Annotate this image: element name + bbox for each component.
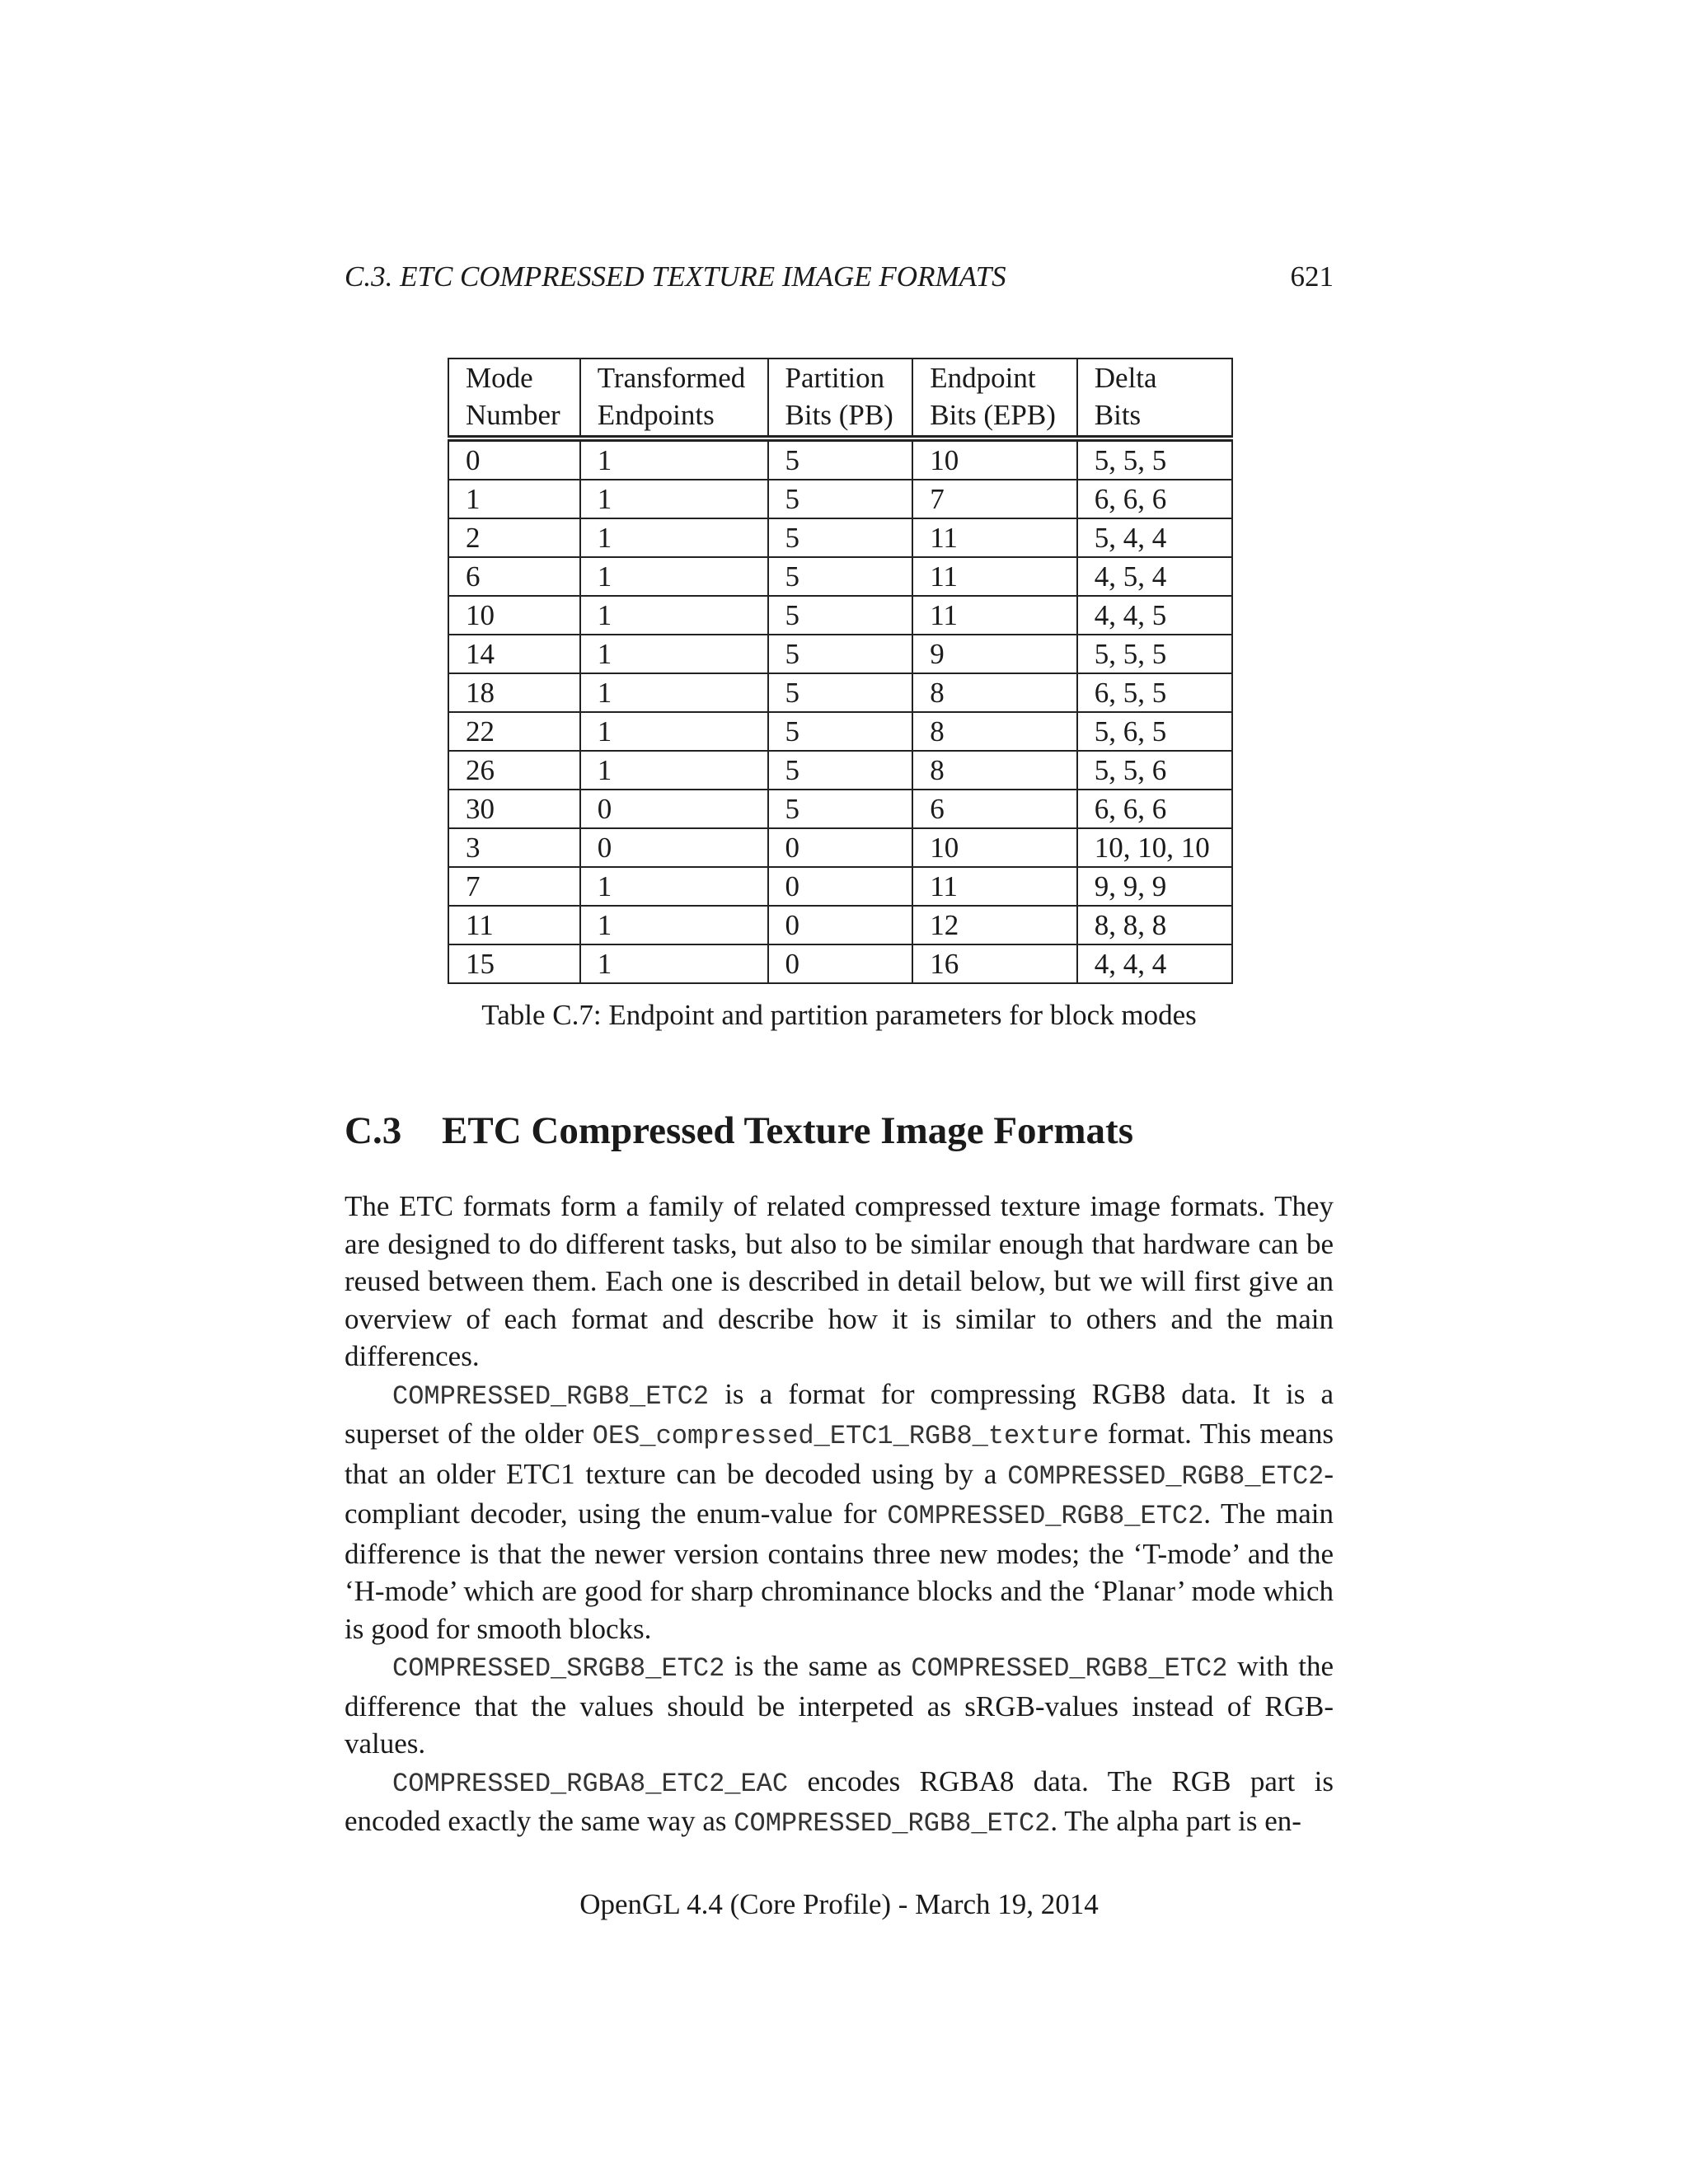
table-cell: 5, 4, 4 [1077, 518, 1232, 557]
page-number: 621 [1290, 260, 1334, 293]
table-cell: 10 [912, 828, 1077, 867]
table-cell: 5 [768, 480, 913, 518]
table-caption: Table C.7: Endpoint and partition parameters for block modes [481, 999, 1197, 1031]
table-header-row [448, 359, 1232, 438]
column-header-line: Bits (EPB) [930, 399, 1056, 431]
table-cell: 1 [580, 906, 768, 944]
table-cell: 5 [768, 518, 913, 557]
table-header [448, 359, 1232, 438]
table-cell: 1 [580, 438, 768, 480]
text-run: -compliant decoder, using the enum-value for [345, 1457, 1334, 1530]
table-cell: 1 [580, 557, 768, 596]
table-cell: 1 [580, 673, 768, 712]
table-cell: 5, 5, 6 [1077, 751, 1232, 790]
table-cell: 12 [912, 906, 1077, 944]
paragraph [345, 1763, 1334, 1843]
table-cell: 0 [580, 790, 768, 828]
section-heading [345, 1106, 1334, 1155]
table-cell: 5 [768, 790, 913, 828]
table-cell: 4, 4, 5 [1077, 596, 1232, 635]
table-row [448, 867, 1232, 906]
table-cell: 6, 6, 6 [1077, 790, 1232, 828]
table-row [448, 596, 1232, 635]
running-header-section: C.3. ETC COMPRESSED TEXTURE IMAGE FORMATS [345, 260, 1006, 293]
section-number: C.3 [345, 1109, 402, 1152]
body-text [345, 1188, 1334, 1843]
code-token: COMPRESSED_RGB8_ETC2 [887, 1501, 1204, 1531]
running-header [345, 259, 1334, 295]
table-cell: 10 [912, 438, 1077, 480]
table-cell: 15 [448, 944, 580, 983]
column-header [1077, 359, 1232, 438]
table-cell: 0 [768, 944, 913, 983]
table-cell: 5, 5, 5 [1077, 438, 1232, 480]
table-row [448, 557, 1232, 596]
text-run: format. This means that an older ETC1 texture can be decoded using by a [345, 1418, 1334, 1490]
text-run: encodes RGBA8 data. The RGB part is encoded exactly the same way as [345, 1765, 1334, 1837]
table-cell: 11 [912, 518, 1077, 557]
column-header-line: Endpoint [930, 362, 1036, 394]
table-cell: 5 [768, 557, 913, 596]
table-cell: 7 [448, 867, 580, 906]
table-cell: 6, 6, 6 [1077, 480, 1232, 518]
table-cell: 11 [912, 596, 1077, 635]
table-cell: 2 [448, 518, 580, 557]
table-cell: 1 [580, 480, 768, 518]
table-cell: 1 [580, 712, 768, 751]
table-row [448, 828, 1232, 867]
table-cell: 9, 9, 9 [1077, 867, 1232, 906]
table-cell: 22 [448, 712, 580, 751]
table-cell: 5 [768, 438, 913, 480]
column-header [912, 359, 1077, 438]
code-token: COMPRESSED_SRGB8_ETC2 [392, 1653, 725, 1684]
code-token: COMPRESSED_RGB8_ETC2 [392, 1380, 710, 1412]
table-cell: 4, 5, 4 [1077, 557, 1232, 596]
table-cell: 5 [768, 635, 913, 673]
code-token: OES_compressed_ETC1_RGB8_texture [592, 1421, 1100, 1451]
table-cell: 1 [580, 518, 768, 557]
table-cell: 1 [580, 635, 768, 673]
column-header [448, 359, 580, 438]
table-row [448, 518, 1232, 557]
table-cell: 16 [912, 944, 1077, 983]
column-header-line: Endpoints [597, 399, 715, 431]
table-row [448, 944, 1232, 983]
code-token: COMPRESSED_RGB8_ETC2 [911, 1653, 1228, 1684]
code-token: COMPRESSED_RGBA8_ETC2_EAC [392, 1768, 789, 1799]
column-header-line: Bits [1094, 399, 1142, 431]
table-cell: 6, 5, 5 [1077, 673, 1232, 712]
column-header-line: Delta [1094, 362, 1157, 394]
table-cell: 1 [580, 867, 768, 906]
table-cell: 0 [580, 828, 768, 867]
paragraph [345, 1188, 1334, 1376]
text-run: . The alpha part is en- [1050, 1805, 1301, 1837]
table-cell: 0 [768, 906, 913, 944]
table-row [448, 673, 1232, 712]
table-cell: 14 [448, 635, 580, 673]
column-header-line: Mode [466, 362, 533, 394]
paragraph [345, 1647, 1334, 1763]
table-cell: 10, 10, 10 [1077, 828, 1232, 867]
column-header [768, 359, 913, 438]
table-row [448, 438, 1232, 480]
block-mode-parameters-table [448, 358, 1233, 984]
table-cell: 3 [448, 828, 580, 867]
text-run: . The main difference is that the newer version contains three new modes; the ‘T-mode’ and the ‘H-mode’ which are good for sharp chrominance blocks and the ‘Planar’ mode which is good for smooth blocks. [345, 1497, 1334, 1645]
table-cell: 11 [448, 906, 580, 944]
column-header-line: Bits (PB) [785, 399, 893, 431]
table-cell: 6 [448, 557, 580, 596]
table-cell: 8, 8, 8 [1077, 906, 1232, 944]
table-row [448, 480, 1232, 518]
text-run: The ETC formats form a family of related compressed texture image formats. They are designed to do different tasks, but also to be similar enough that hardware can be reused between them. Each one is described in detail below, but we will first give an overview of each format and describe how it is similar to others and the main differences. [345, 1190, 1334, 1372]
table-cell: 0 [768, 867, 913, 906]
column-header [580, 359, 768, 438]
table-cell: 1 [580, 944, 768, 983]
table-body [448, 438, 1232, 983]
table-row [448, 790, 1232, 828]
table-cell: 7 [912, 480, 1077, 518]
table-cell: 10 [448, 596, 580, 635]
column-header-line: Transformed [597, 362, 746, 394]
table-cell: 18 [448, 673, 580, 712]
table-cell: 5, 6, 5 [1077, 712, 1232, 751]
table-cell: 1 [580, 596, 768, 635]
table-cell: 5 [768, 751, 913, 790]
section-title: ETC Compressed Texture Image Formats [442, 1109, 1134, 1152]
table-cell: 0 [448, 438, 580, 480]
table-cell: 1 [580, 751, 768, 790]
table-cell: 1 [448, 480, 580, 518]
table-cell: 8 [912, 751, 1077, 790]
table-cell: 5 [768, 712, 913, 751]
column-header-line: Partition [785, 362, 885, 394]
table-row [448, 712, 1232, 751]
table-cell: 11 [912, 867, 1077, 906]
text-run: with the difference that the values should be interpeted as sRGB-values instead of RGB-values. [345, 1650, 1334, 1760]
table-cell: 6 [912, 790, 1077, 828]
table-row [448, 635, 1232, 673]
table-cell: 8 [912, 673, 1077, 712]
table-cell: 5 [768, 596, 913, 635]
table-cell: 0 [768, 828, 913, 867]
table-row [448, 751, 1232, 790]
table-cell: 9 [912, 635, 1077, 673]
text-run: is a format for compressing RGB8 data. It is a superset of the older [345, 1377, 1334, 1450]
column-header-line: Number [466, 399, 560, 431]
table-cell: 11 [912, 557, 1077, 596]
table-cell: 5, 5, 5 [1077, 635, 1232, 673]
table-cell: 5 [768, 673, 913, 712]
table-cell: 4, 4, 4 [1077, 944, 1232, 983]
page-footer: OpenGL 4.4 (Core Profile) - March 19, 2014 [579, 1888, 1099, 1920]
code-token: COMPRESSED_RGB8_ETC2 [734, 1808, 1051, 1839]
table-cell: 26 [448, 751, 580, 790]
paragraph [345, 1376, 1334, 1648]
text-run: is the same as [724, 1650, 912, 1682]
code-token: COMPRESSED_RGB8_ETC2 [1007, 1460, 1325, 1492]
table-cell: 30 [448, 790, 580, 828]
table-cell: 8 [912, 712, 1077, 751]
table-row [448, 906, 1232, 944]
